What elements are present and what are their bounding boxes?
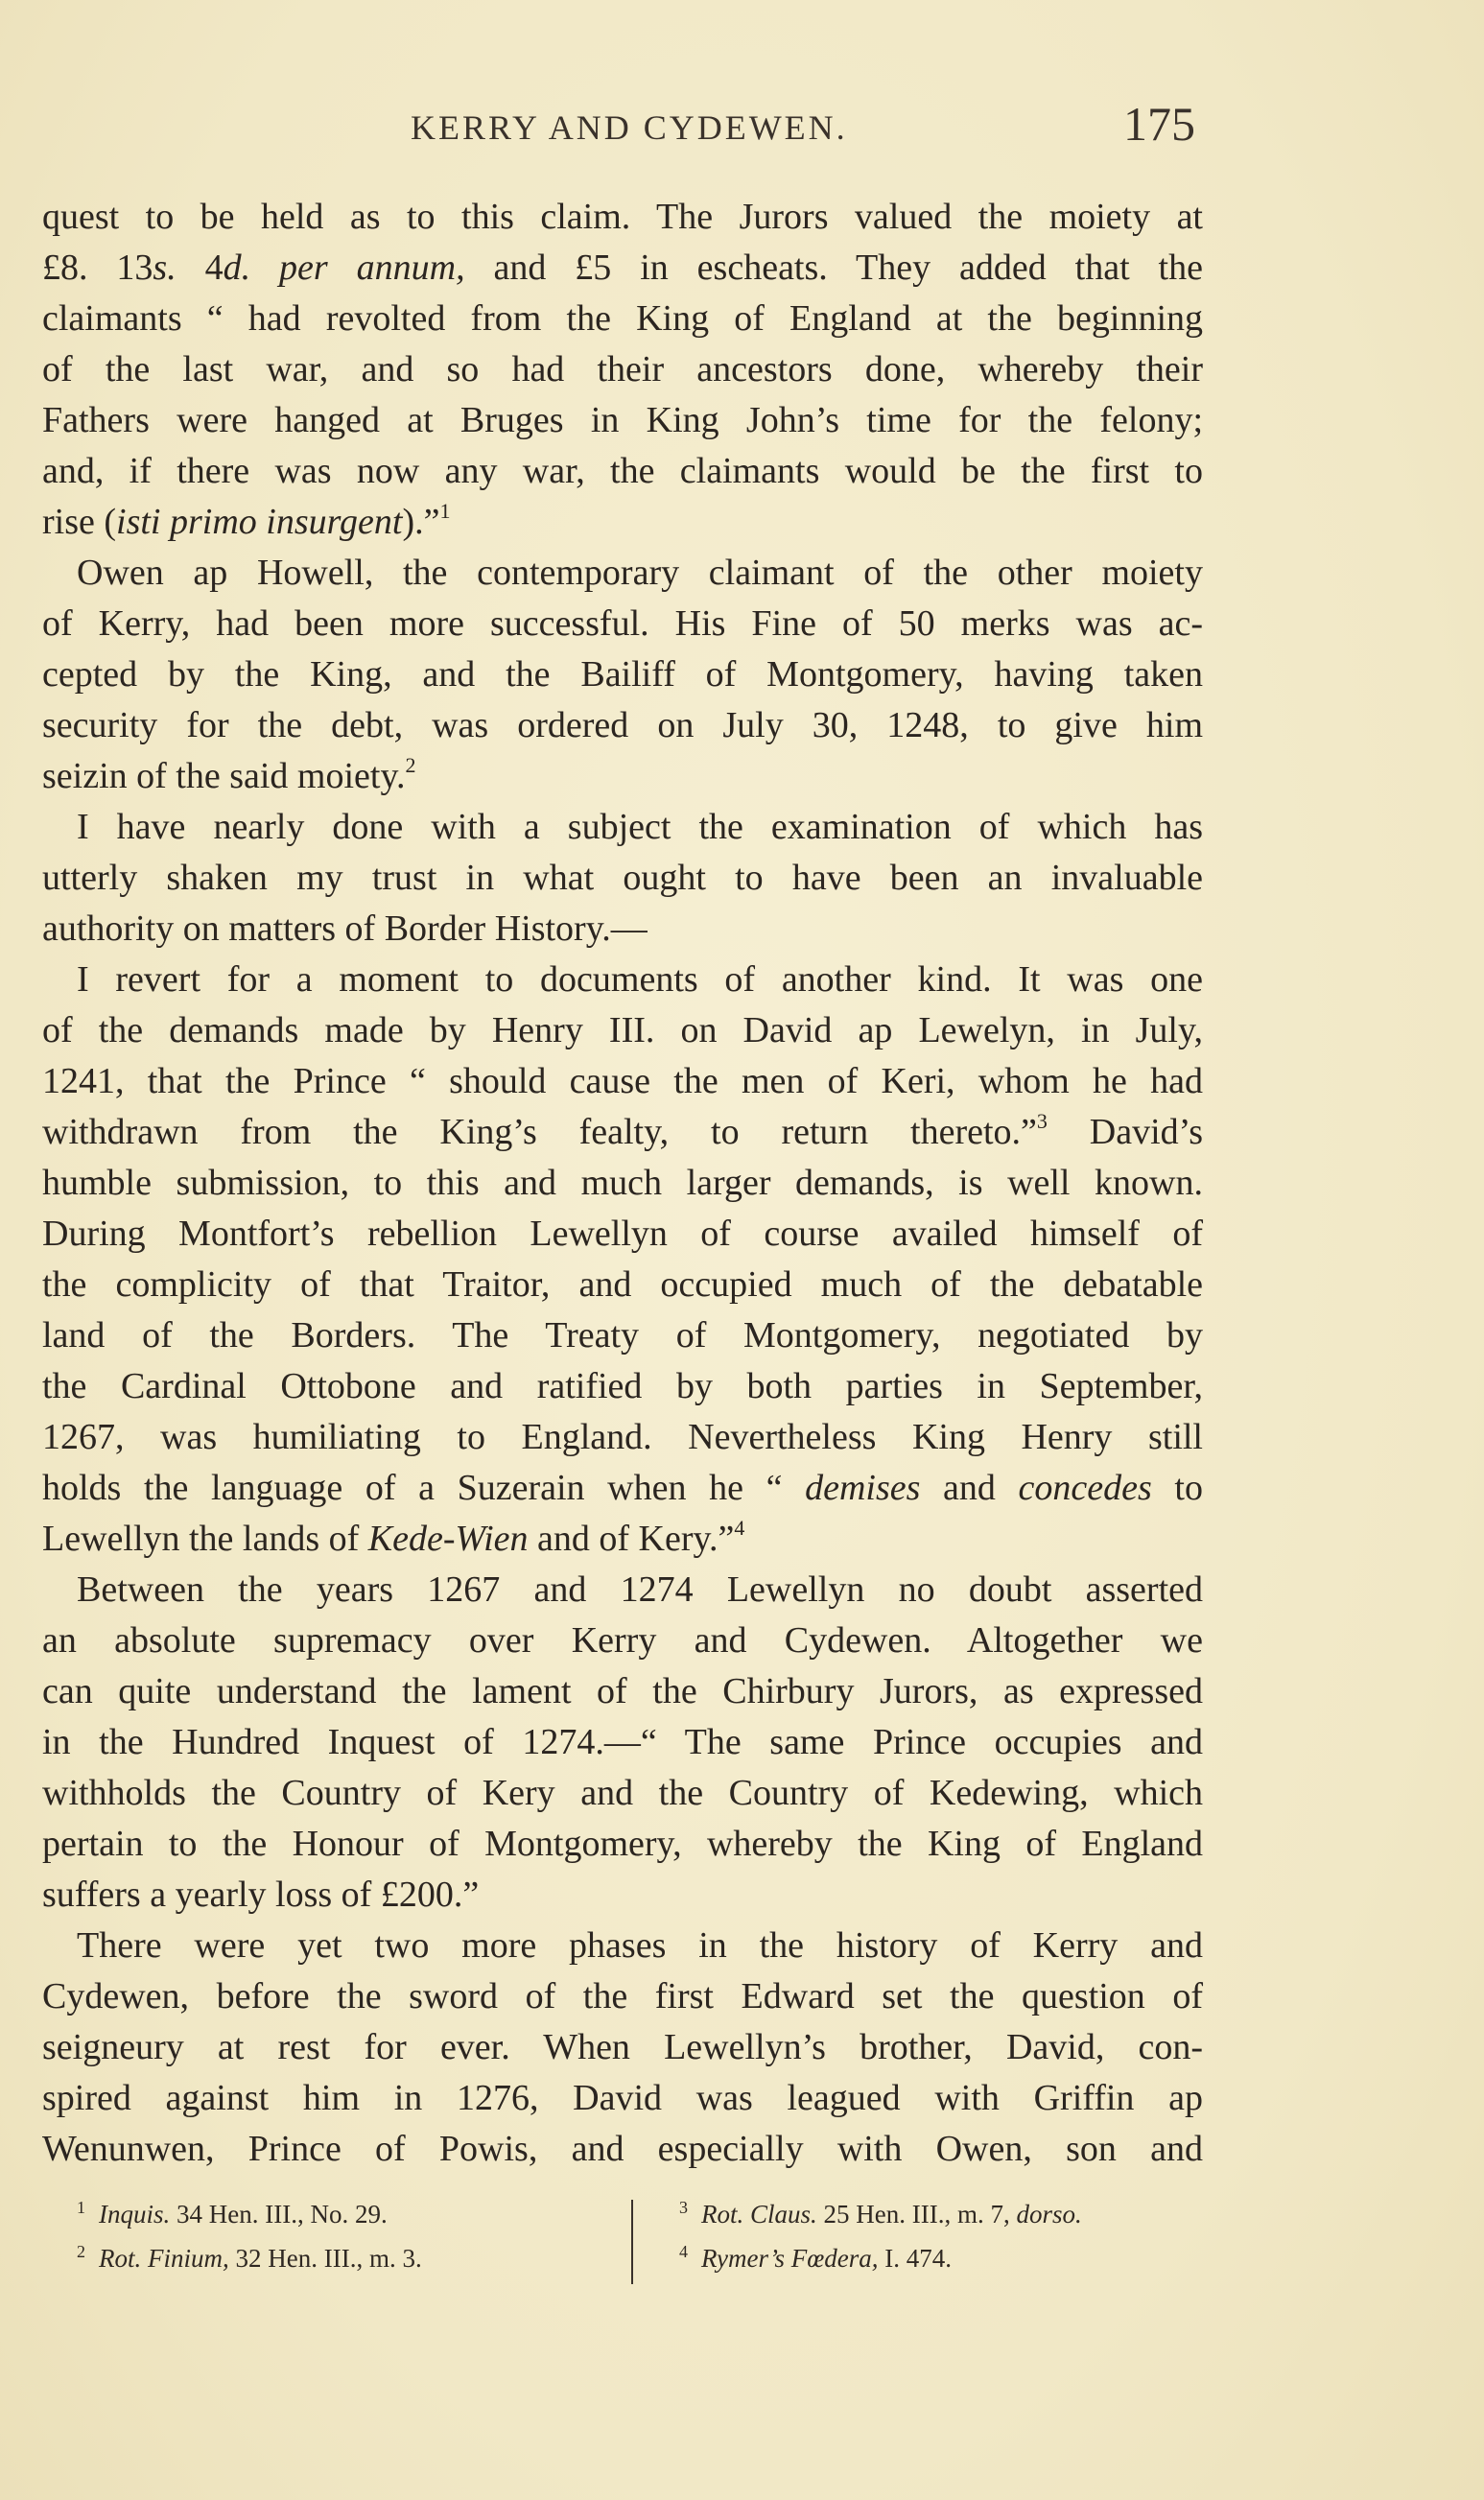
text-line: authority on matters of Border History.— <box>42 908 648 949</box>
text-line: Fathers were hanged at Bruges in King John’s time for the felony; <box>42 400 1203 440</box>
footnote-ref: 4 <box>734 1516 745 1540</box>
text-line: humble submission, to this and much larger demands, is well known. <box>42 1163 1203 1203</box>
text-line: During Montfort’s rebellion Lewellyn of course availed himself of <box>42 1214 1203 1254</box>
text-line: land of the Borders. The Treaty of Montgomery, negotiated by <box>42 1315 1203 1356</box>
text-line: the complicity of that Traitor, and occupied much of the debatable <box>42 1264 1203 1305</box>
text-line: and, if there was now any war, the claimants would be the first to <box>42 451 1203 491</box>
text-line: Cydewen, before the sword of the first Edward set the question of <box>42 1976 1203 2017</box>
footnote: $^2$ Rot. Finium, 32 Hen. III., m. 3. <box>77 2242 422 2273</box>
text-line: 1241, that the Prince “ should cause the men of Keri, whom he had <box>42 1061 1203 1101</box>
text-line: Owen ap Howell, the contemporary claimant of the other moiety <box>77 553 1203 593</box>
text-line: Between the years 1267 and 1274 Lewellyn no doubt asserted <box>77 1569 1203 1610</box>
page-number: 175 <box>1123 97 1195 151</box>
text-line: Lewellyn the lands of Kede-Wien and of Kery.”$^4$ <box>42 1516 745 1559</box>
text-line: of the last war, and so had their ancestors done, whereby their <box>42 349 1203 389</box>
text-line: seigneury at rest for ever. When Lewellyn’s brother, David, con- <box>42 2027 1203 2067</box>
running-title: KERRY AND CYDEWEN. <box>411 108 848 147</box>
text-line: cepted by the King, and the Bailiff of Montgomery, having taken <box>42 654 1203 695</box>
text-line: holds the language of a Suzerain when he “ demises and concedes to <box>42 1468 1203 1508</box>
text-line: £8. 13s. 4d. per annum, and £5 in escheats. They added that the <box>42 248 1203 288</box>
footnote-ref: 2 <box>405 753 416 777</box>
text-line: suffers a yearly loss of £200.” <box>42 1875 480 1915</box>
text-line: There were yet two more phases in the history of Kerry and <box>77 1925 1203 1966</box>
text-line: of the demands made by Henry III. on David ap Lewelyn, in July, <box>42 1010 1203 1050</box>
text-line: can quite understand the lament of the Chirbury Jurors, as expressed <box>42 1671 1203 1711</box>
text-line: rise (isti primo insurgent).”$^1$ <box>42 499 451 542</box>
footnote-ref: 3 <box>1036 1109 1048 1133</box>
text-line: pertain to the Honour of Montgomery, whereby the King of England <box>42 1824 1203 1864</box>
text-line: withholds the Country of Kery and the Country of Kedewing, which <box>42 1773 1203 1813</box>
text-line: I revert for a moment to documents of another kind. It was one <box>77 959 1203 1000</box>
text-line: spired against him in 1276, David was leagued with Griffin ap <box>42 2078 1203 2118</box>
footnote: $^4$ Rymer’s Fœdera, I. 474. <box>679 2242 952 2273</box>
text-line: security for the debt, was ordered on July 30, 1248, to give him <box>42 705 1203 745</box>
text-line: I have nearly done with a subject the examination of which has <box>77 807 1203 847</box>
footnote-ref: 1 <box>439 499 451 523</box>
text-line: in the Hundred Inquest of 1274.—“ The same Prince occupies and <box>42 1722 1203 1762</box>
text-line: claimants “ had revolted from the King of England at the beginning <box>42 298 1203 339</box>
footnote: $^1$ Inquis. 34 Hen. III., No. 29. <box>77 2198 388 2229</box>
footnote: $^3$ Rot. Claus. 25 Hen. III., m. 7, dorso. <box>679 2198 1082 2229</box>
text-line: 1267, was humiliating to England. Nevertheless King Henry still <box>42 1417 1203 1457</box>
text-line: Wenunwen, Prince of Powis, and especially with Owen, son and <box>42 2129 1203 2169</box>
footnote-divider <box>631 2200 633 2284</box>
footnotes-right-column <box>679 2192 1082 2280</box>
text-line: an absolute supremacy over Kerry and Cydewen. Altogether we <box>42 1620 1203 1661</box>
text-line: the Cardinal Ottobone and ratified by both parties in September, <box>42 1366 1203 1406</box>
text-line: withdrawn from the King’s fealty, to return thereto.”$^3$ David’s <box>42 1109 1203 1152</box>
text-line: seizin of the said moiety.$^2$ <box>42 753 416 796</box>
text-line: of Kerry, had been more successful. His Fine of 50 merks was ac- <box>42 603 1203 644</box>
text-line: utterly shaken my trust in what ought to have been an invaluable <box>42 858 1203 898</box>
footnotes-left-column <box>77 2192 422 2280</box>
text-line: quest to be held as to this claim. The Jurors valued the moiety at <box>42 197 1203 237</box>
body-text <box>42 192 1203 2175</box>
